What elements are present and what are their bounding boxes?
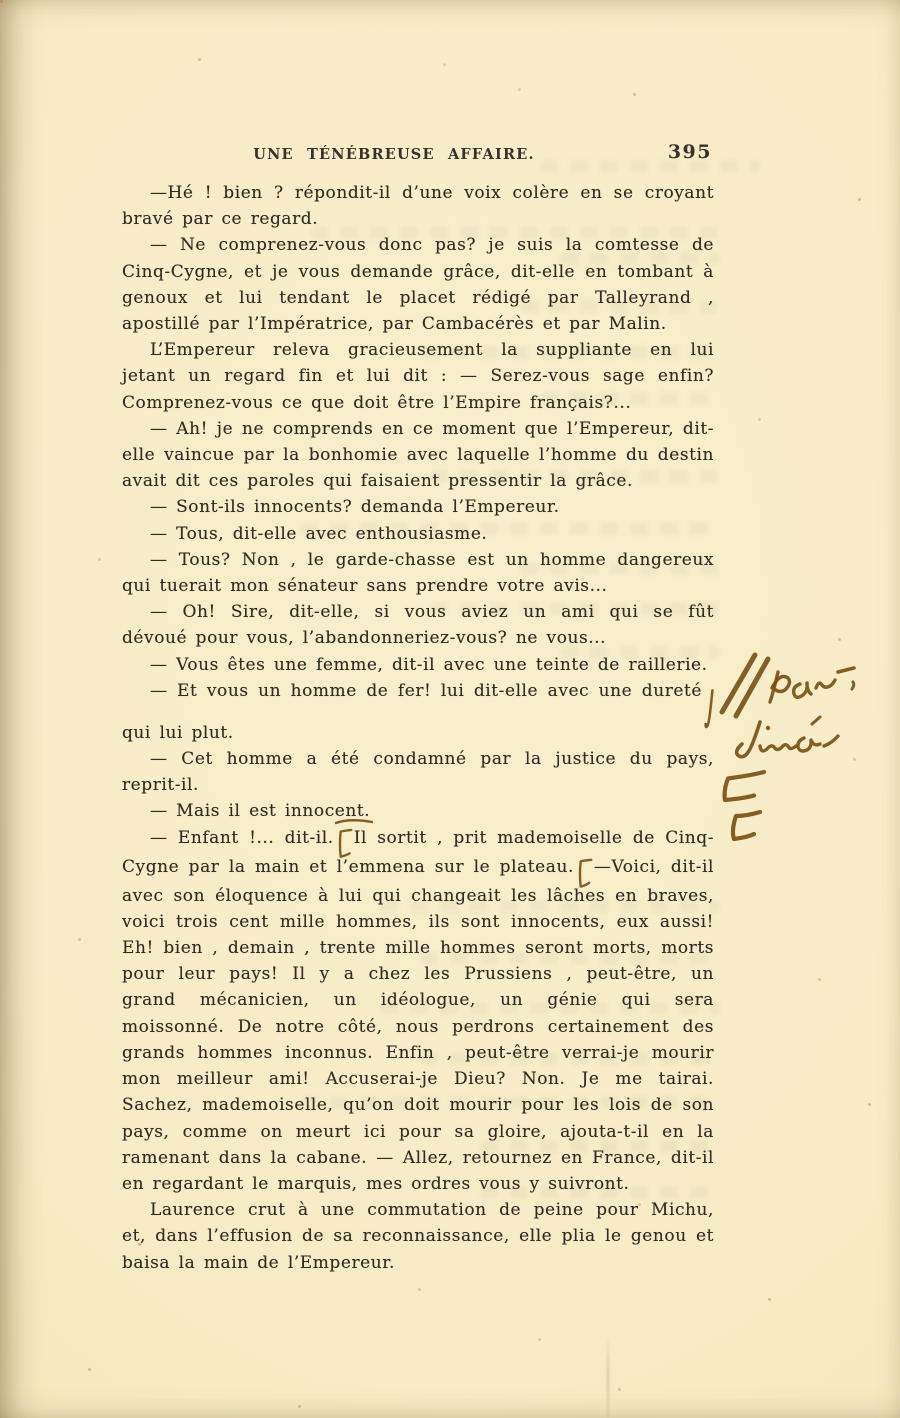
paragraph-text: — Ne comprenez-vous donc pas? je suis la comtesse de Cinq-Cygne, et je vous demande grâce, dit-elle en tombant à genoux et lui tendant le placet rédigé par Talleyrand , apostillé par l’Impératrice, par Cambacérès et par Malin. (122, 235, 714, 335)
paragraph-text: —Voici, dit-il avec son éloquence à lui qui changeait les lâches en braves, voici trois cent mille hommes, ils sont innocents, eux aussi! Eh! bien , demain , trente mille hommes seront morts, morts pour leur pays! Il y a chez les Prussiens , peut-être, un grand mécanicien, un idéologue, un génie qui sera moissonné. De notre côté, nous perdrons certainement des grands hommes inconnus. Enfin , peut-être verrai-je mourir mon meilleur ami! Accuserai-je Dieu? Non. Je me tairai. Sachez, mademoiselle, qu’on doit mourir pour les lois de son pays, comme on meurt ici pour sa gloire, ajouta-t-il en la ramenant dans la cabane. — Allez, retournez en France, dit-il en regardant le marquis, mes ordres vous y suivront. (122, 856, 714, 1194)
paragraph-text: — Tous, dit-elle avec enthousiasme. (150, 523, 488, 544)
paragraph-text: —Hé ! bien ? répondit-il d’une voix colère en se croyant bravé par ce regard. (122, 183, 714, 230)
paragraph-text: Il sortit , prit mademoiselle de Cinq-Cygne par la main et l’emmena sur le plateau. (122, 827, 714, 877)
paragraph (122, 798, 714, 824)
paragraph-text: — Sont-ils innocents? demanda l’Empereur. (150, 497, 560, 518)
paragraph-text: innocent. (284, 801, 371, 822)
paragraph (122, 599, 714, 651)
paragraph-text: L’Empereur releva gracieusement la suppliante en lui jetant un regard fin et lui dit : — Serez-vous sage enfin? Comprenez-vous ce que doit être l’Empire français?... (122, 340, 714, 413)
page-header (122, 141, 714, 172)
paragraph-text: — Vous êtes une femme, dit-il avec une teinte de raillerie. (150, 654, 708, 675)
text-block (122, 180, 714, 1276)
paragraph-text: Laurence crut à une commutation de peine pour Michu, et, dans l’effusion de sa reconnaissance, elle plia le genou et baisa la main de l’Empereur. (122, 1200, 714, 1273)
paragraph (122, 494, 714, 520)
page-number: 395 (667, 141, 712, 163)
paragraph (122, 678, 714, 746)
hand-underline-mark (334, 815, 374, 827)
paper-crease (607, 1333, 609, 1418)
paragraph (122, 416, 714, 495)
paragraph-text: — Tous? Non , le garde-chasse est un homme dangereux qui tuerait mon sénateur sans prendre votre avis... (122, 549, 714, 597)
paragraph-text: — Mais il est (150, 801, 285, 822)
paragraph (122, 180, 714, 232)
paragraph (122, 337, 714, 416)
underlined-word (285, 801, 370, 821)
paragraph (122, 652, 714, 678)
margin-insertion-marks (714, 766, 788, 860)
paragraph-text: — Cet homme a été condamné par la justice du pays, reprit-il. (122, 749, 714, 796)
paragraph (122, 746, 714, 798)
running-title: UNE TÉNÉBREUSE AFFAIRE. (253, 146, 535, 163)
paragraph (122, 521, 714, 547)
paragraph (122, 1197, 714, 1276)
margin-note-handwriting (708, 646, 880, 754)
paragraph-text: — Ah! je ne comprends en ce moment que l’Empereur, dit-elle vaincue par la bonhomie avec laquelle l’homme du destin avait dit ces paroles qui faisaient pressentir la grâce. (122, 418, 714, 492)
paragraph-text: — Enfant !... dit-il. (150, 827, 334, 848)
paragraph (122, 825, 714, 1197)
paragraph-text: — Et vous un homme de fer! lui dit-elle avec une dureté (150, 680, 702, 701)
paragraph-text: qui lui plut. (122, 722, 234, 743)
paragraph-text: — Oh! Sire, dit-elle, si vous aviez un ami qui se fût dévoué pour vous, l’abandonneriez-vous? ne vous... (122, 602, 714, 649)
paper-speckles (0, 0, 3, 3)
paragraph (122, 547, 714, 599)
paragraph (122, 232, 714, 337)
